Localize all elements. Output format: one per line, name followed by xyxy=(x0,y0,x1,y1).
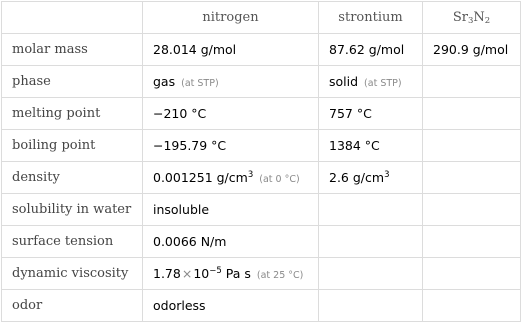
compound-odor xyxy=(423,290,521,322)
row-label: boiling point xyxy=(2,130,143,162)
compound-molar-mass: 290.9 g/mol xyxy=(423,34,521,66)
formula-element-sr: Sr xyxy=(452,9,468,25)
header-strontium: strontium xyxy=(319,2,423,34)
strontium-surface-tension xyxy=(319,226,423,258)
nitrogen-phase-note: (at STP) xyxy=(181,78,219,89)
header-row xyxy=(2,2,521,34)
row-density xyxy=(2,162,521,194)
nitrogen-phase xyxy=(143,66,319,98)
header-nitrogen: nitrogen xyxy=(143,2,319,34)
strontium-molar-mass: 87.62 g/mol xyxy=(319,34,423,66)
compound-dynamic-viscosity xyxy=(423,258,521,290)
nitrogen-melting-point: −210 °C xyxy=(143,98,319,130)
strontium-phase xyxy=(319,66,423,98)
viscosity-base: 10 xyxy=(193,266,210,281)
row-label: density xyxy=(2,162,143,194)
strontium-boiling-point: 1384 °C xyxy=(319,130,423,162)
viscosity-mantissa: 1.78 xyxy=(153,266,181,281)
row-boiling-point xyxy=(2,130,521,162)
strontium-phase-value: solid xyxy=(329,74,359,89)
compound-solubility xyxy=(423,194,521,226)
strontium-melting-point: 757 °C xyxy=(319,98,423,130)
row-dynamic-viscosity xyxy=(2,258,521,290)
row-label: solubility in water xyxy=(2,194,143,226)
strontium-odor xyxy=(319,290,423,322)
strontium-dynamic-viscosity xyxy=(319,258,423,290)
viscosity-unit: Pa s xyxy=(221,266,251,281)
row-molar-mass xyxy=(2,34,521,66)
row-odor xyxy=(2,290,521,322)
header-corner xyxy=(2,2,143,34)
row-label: dynamic viscosity xyxy=(2,258,143,290)
formula-subscript-2: 2 xyxy=(484,15,491,26)
compound-phase xyxy=(423,66,521,98)
compound-melting-point xyxy=(423,98,521,130)
properties-table xyxy=(1,1,521,322)
nitrogen-density-value: 0.001251 g/cm xyxy=(153,170,248,185)
row-melting-point xyxy=(2,98,521,130)
header-strontium-nitride xyxy=(423,2,521,34)
strontium-density-exponent: 3 xyxy=(384,170,390,180)
row-label: phase xyxy=(2,66,143,98)
strontium-solubility xyxy=(319,194,423,226)
nitrogen-density xyxy=(143,162,319,194)
compound-density xyxy=(423,162,521,194)
nitrogen-solubility: insoluble xyxy=(143,194,319,226)
nitrogen-phase-value: gas xyxy=(153,74,176,89)
row-phase xyxy=(2,66,521,98)
formula-subscript-3: 3 xyxy=(467,15,474,26)
row-surface-tension xyxy=(2,226,521,258)
nitrogen-density-note: (at 0 °C) xyxy=(259,174,300,185)
nitrogen-surface-tension: 0.0066 N/m xyxy=(143,226,319,258)
nitrogen-dynamic-viscosity xyxy=(143,258,319,290)
viscosity-note: (at 25 °C) xyxy=(256,270,304,281)
row-label: surface tension xyxy=(2,226,143,258)
strontium-density xyxy=(319,162,423,194)
compound-surface-tension xyxy=(423,226,521,258)
viscosity-exponent: −5 xyxy=(209,266,222,276)
strontium-density-value: 2.6 g/cm xyxy=(329,170,385,185)
nitrogen-density-exponent: 3 xyxy=(247,170,254,180)
strontium-phase-note: (at STP) xyxy=(364,78,402,89)
row-solubility xyxy=(2,194,521,226)
times-sign: × xyxy=(181,266,193,281)
row-label: molar mass xyxy=(2,34,143,66)
nitrogen-odor: odorless xyxy=(143,290,319,322)
compound-boiling-point xyxy=(423,130,521,162)
nitrogen-molar-mass: 28.014 g/mol xyxy=(143,34,319,66)
row-label: odor xyxy=(2,290,143,322)
row-label: melting point xyxy=(2,98,143,130)
nitrogen-boiling-point: −195.79 °C xyxy=(143,130,319,162)
formula-element-n: N xyxy=(473,9,485,25)
